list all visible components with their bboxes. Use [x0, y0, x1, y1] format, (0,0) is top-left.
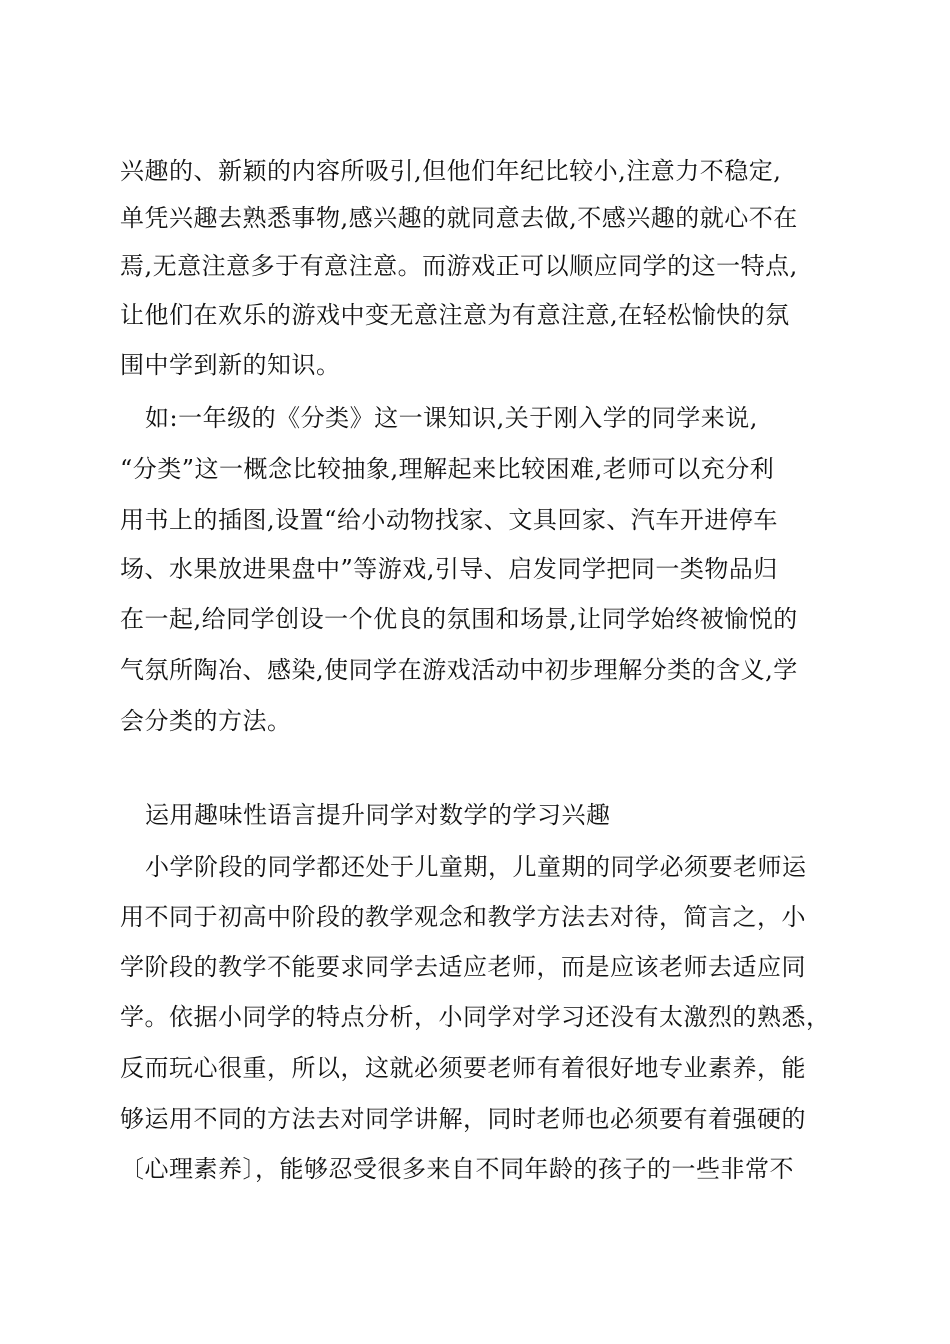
section-heading: 运用趣味性语言提升同学对数学的学习兴趣 — [145, 801, 611, 829]
text-line: 够运用不同的方法去对同学讲解，同时老师也必须要有着强硬的 — [120, 1105, 806, 1133]
text-line: 用书上的插图,设置“给小动物找家、文具回家、汽车开进停车 — [120, 506, 778, 534]
text-line: 围中学到新的知识。 — [120, 351, 341, 379]
text-line: 兴趣的、新颖的内容所吸引,但他们年纪比较小,注意力不稳定, — [120, 157, 782, 185]
text-line: 小学阶段的同学都还处于儿童期，儿童期的同学必须要老师运 — [145, 853, 807, 881]
text-line: 〔心理素养〕，能够忍受很多来自不同年龄的孩子的一些非常不 — [120, 1155, 794, 1183]
text-line: 反而玩心很重，所以，这就必须要老师有着很好地专业素养，能 — [120, 1054, 806, 1082]
text-line: 如:一年级的《分类》这一课知识,关于刚入学的同学来说, — [145, 404, 758, 432]
text-line: 气氛所陶冶、感染,使同学在游戏活动中初步理解分类的含义,学 — [120, 656, 798, 684]
text-line: 单凭兴趣去熟悉事物,感兴趣的就同意去做,不感兴趣的就心不在 — [120, 204, 798, 232]
text-line: 在一起,给同学创设一个优良的氛围和场景,让同学始终被愉悦的 — [120, 605, 798, 633]
text-line: 用不同于初高中阶段的教学观念和教学方法去对待，简言之，小 — [120, 903, 806, 931]
text-line: 学。依据小同学的特点分析，小同学对学习还没有太激烈的熟悉， — [120, 1003, 831, 1031]
text-line: 会分类的方法。 — [120, 707, 292, 735]
text-line: 场、水果放进果盘中”等游戏,引导、启发同学把同一类物品归 — [120, 555, 778, 583]
text-line: “分类”这一概念比较抽象,理解起来比较困难,老师可以充分利 — [120, 455, 775, 483]
text-line: 让他们在欢乐的游戏中变无意注意为有意注意,在轻松愉快的氛 — [120, 301, 790, 329]
text-line: 学阶段的教学不能要求同学去适应老师，而是应该老师去适应同 — [120, 953, 806, 981]
text-line: 焉,无意注意多于有意注意。而游戏正可以顺应同学的这一特点, — [120, 252, 798, 280]
